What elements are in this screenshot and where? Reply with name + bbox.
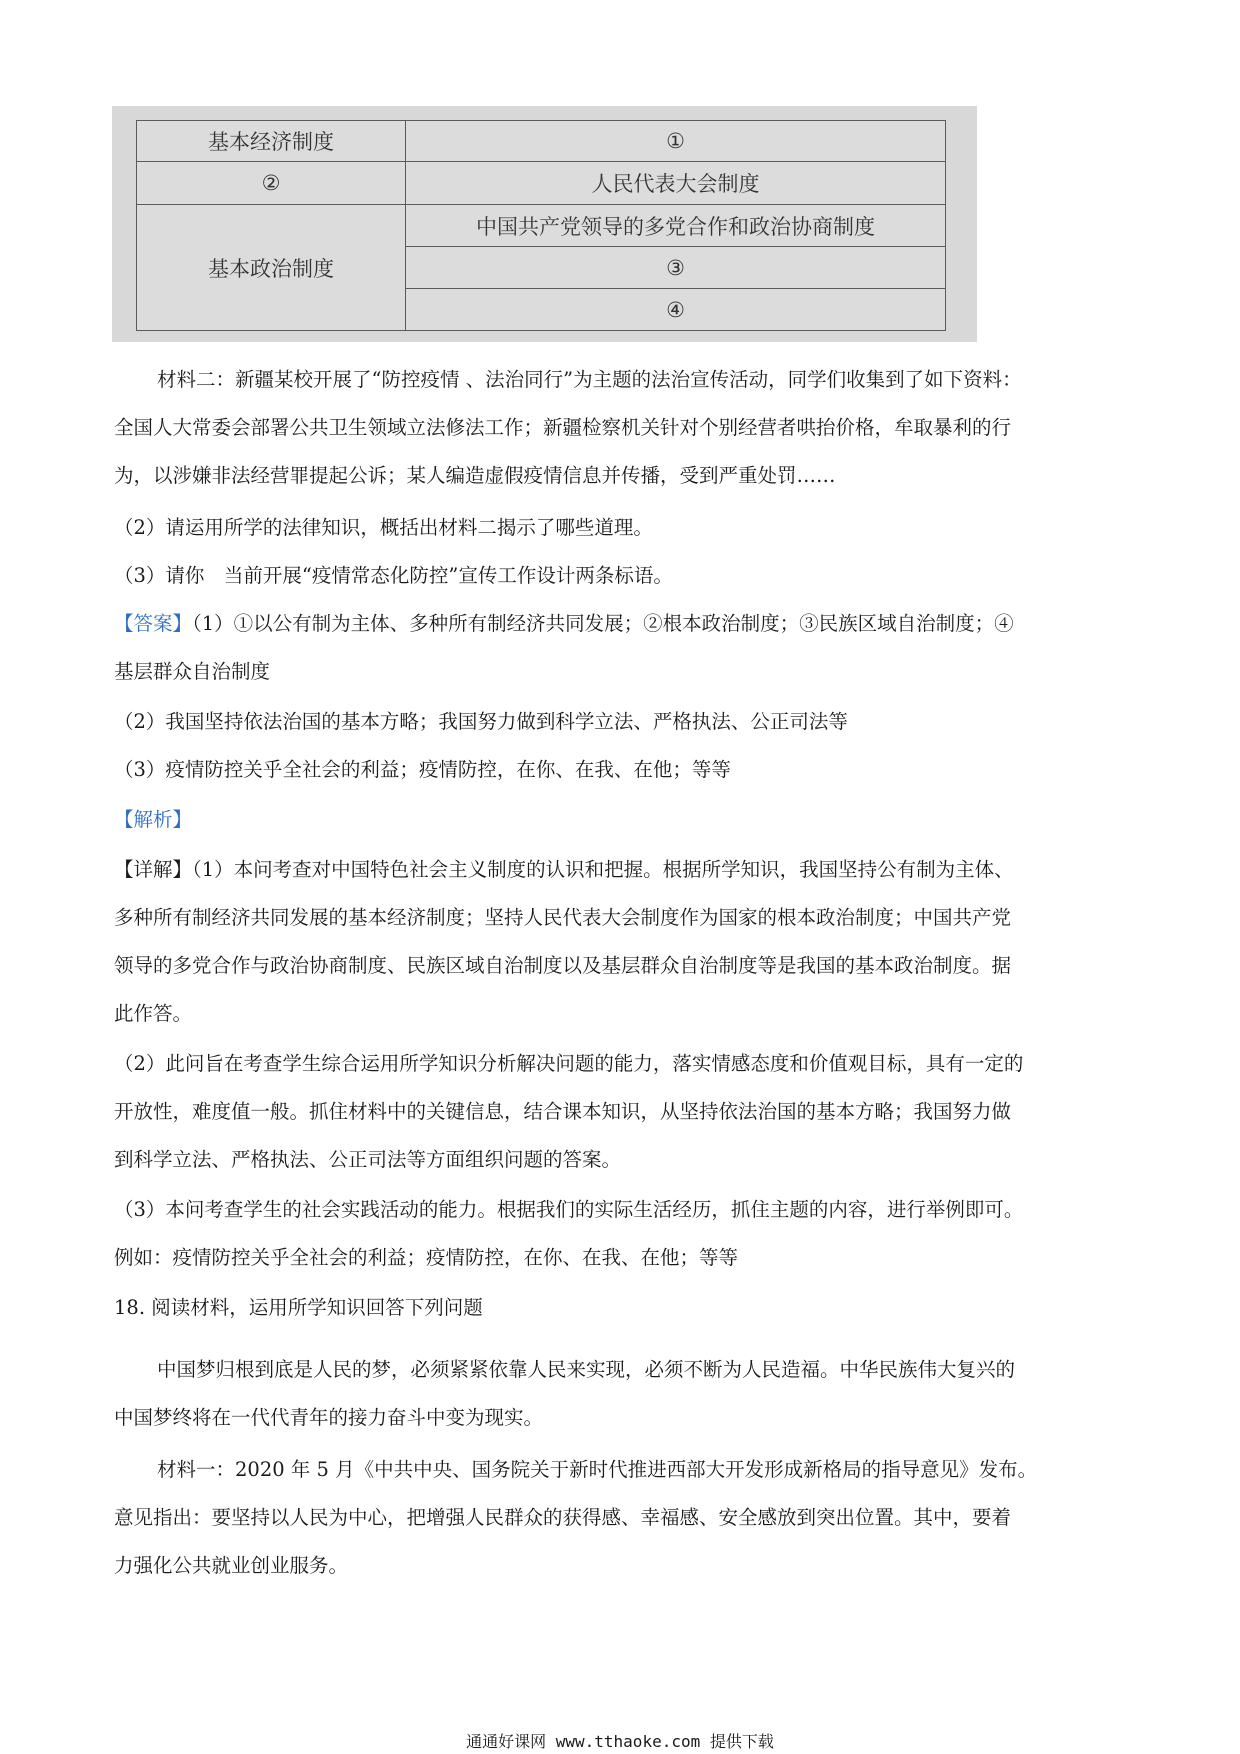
passage-line-1: 中国梦归根到底是人民的梦，必须紧紧依靠人民来实现，必须不断为人民造福。中华民族伟大复兴的 [157, 1358, 1016, 1381]
page-footer: 通通好课网 www.tthaoke.com 提供下载 [466, 1732, 774, 1751]
detail-3-line-1: （3）本问考查学生的社会实践活动的能力。根据我们的实际生活经历，抓住主题的内容，进行举例即可。 [114, 1198, 1024, 1221]
answer-line-1 [114, 610, 1134, 638]
cell-cpc-cooperation: 中国共产党领导的多党合作和政治协商制度 [406, 205, 946, 247]
detail-1-line-1 [114, 856, 1134, 884]
material-one-line-3: 力强化公共就业创业服务。 [114, 1554, 349, 1577]
cell-npc: 人民代表大会制度 [406, 162, 946, 205]
detail-2-line-1: （2）此问旨在考查学生综合运用所学知识分析解决问题的能力，落实情感态度和价值观目标，具有一定的 [114, 1052, 1024, 1075]
institution-table [136, 120, 946, 331]
cell-blank-2: ② [137, 162, 406, 205]
scanned-table-image [112, 106, 977, 342]
question-18: 18. 阅读材料，运用所学知识回答下列问题 [114, 1296, 483, 1319]
detail-1-line-2: 多种所有制经济共同发展的基本经济制度；坚持人民代表大会制度作为国家的根本政治制度；中国共产党 [114, 906, 1012, 929]
cell-basic-economic: 基本经济制度 [137, 121, 406, 162]
question-2: （2）请运用所学的法律知识，概括出材料二揭示了哪些道理。 [114, 516, 653, 539]
question-3: （3）请你 当前开展“疫情常态化防控”宣传工作设计两条标语。 [114, 564, 673, 587]
analysis-tag: 【解析】 [114, 808, 193, 831]
answer-line-2: 基层群众自治制度 [114, 660, 271, 683]
detail-tag: 【详解】 [114, 858, 193, 881]
material-one-line-2: 意见指出：要坚持以人民为中心，把增强人民群众的获得感、幸福感、安全感放到突出位置。其中，要着 [114, 1506, 1012, 1529]
answer-1-text: （1）①以公有制为主体、多种所有制经济共同发展；②根本政治制度；③民族区域自治制度；④ [192, 612, 1014, 635]
material-one-line-1: 材料一：2020 年 5 月《中共中央、国务院关于新时代推进西部大开发形成新格局的指导意见》发布。 [157, 1458, 1038, 1481]
answer-2: （2）我国坚持依法治国的基本方略；我国努力做到科学立法、严格执法、公正司法等 [114, 710, 848, 733]
detail-1-text: （1）本问考查对中国特色社会主义制度的认识和把握。根据所学知识，我国坚持公有制为主体、 [192, 858, 1014, 881]
cell-basic-political: 基本政治制度 [137, 205, 406, 331]
material-two-line-1: 材料二：新疆某校开展了“防控疫情 、法治同行”为主题的法治宣传活动，同学们收集到了如下资料： [157, 368, 1022, 391]
material-two-line-2: 全国人大常委会部署公共卫生领域立法修法工作；新疆检察机关针对个别经营者哄抬价格，牟取暴利的行 [114, 416, 1012, 439]
cell-blank-3: ③ [406, 247, 946, 289]
detail-1-line-3: 领导的多党合作与政治协商制度、民族区域自治制度以及基层群众自治制度等是我国的基本政治制度。据 [114, 954, 1012, 977]
answer-tag: 【答案】 [114, 612, 193, 635]
cell-blank-1: ① [406, 121, 946, 162]
answer-3: （3）疫情防控关乎全社会的利益；疫情防控，在你、在我、在他；等等 [114, 758, 731, 781]
detail-3-line-2: 例如：疫情防控关乎全社会的利益；疫情防控，在你、在我、在他；等等 [114, 1246, 739, 1269]
detail-2-line-2: 开放性，难度值一般。抓住材料中的关键信息，结合课本知识，从坚持依法治国的基本方略；我国努力做 [114, 1100, 1012, 1123]
cell-blank-4: ④ [406, 289, 946, 331]
material-two-line-3: 为，以涉嫌非法经营罪提起公诉；某人编造虚假疫情信息并传播，受到严重处罚…… [114, 464, 836, 487]
passage-line-2: 中国梦终将在一代代青年的接力奋斗中变为现实。 [114, 1406, 544, 1429]
detail-1-line-4: 此作答。 [114, 1002, 193, 1025]
detail-2-line-3: 到科学立法、严格执法、公正司法等方面组织问题的答案。 [114, 1148, 622, 1171]
